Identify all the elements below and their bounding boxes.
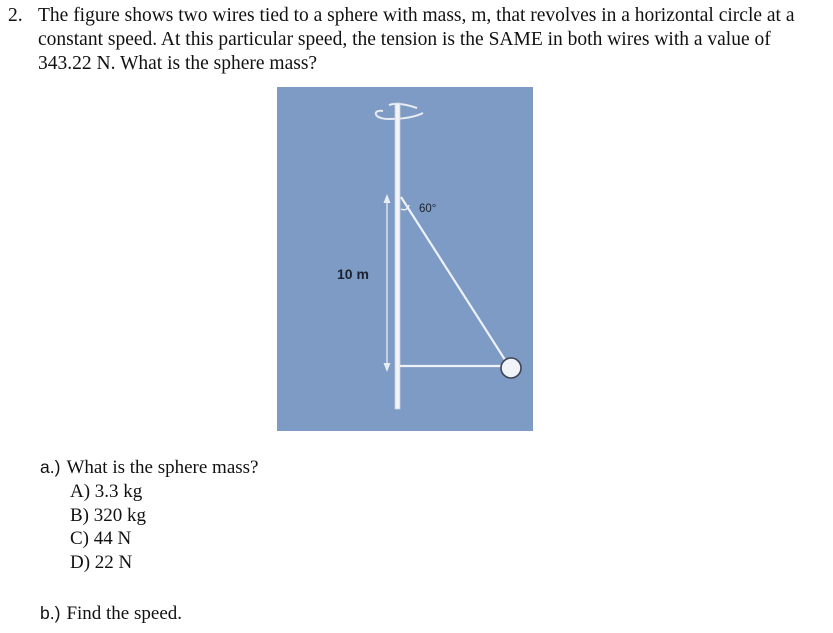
upper-wire xyxy=(401,197,509,366)
question-text: The figure shows two wires tied to a sphere with mass, m, that revolves in a horizontal circle at a constant speed. At this particular speed, the tension is the SAME in both wires with a value of 343.22 N. What is the sphere mass? xyxy=(38,5,795,74)
part-a-label: a.) xyxy=(40,457,61,477)
part-b xyxy=(40,602,182,625)
question-number: 2. xyxy=(8,5,23,26)
part-a-prompt-row xyxy=(40,456,259,479)
part-a xyxy=(40,456,259,574)
option-b: B) 320 kg xyxy=(70,504,146,526)
physics-figure xyxy=(277,87,533,431)
length-label: 10 m xyxy=(337,266,369,282)
dimension-arrow-top-icon xyxy=(384,194,391,203)
part-b-prompt: Find the speed. xyxy=(66,603,183,624)
option-c: C) 44 N xyxy=(70,528,132,549)
figure-drawing xyxy=(277,87,533,431)
sphere xyxy=(501,358,521,378)
option-d: D) 22 N xyxy=(70,551,133,573)
angle-label: 60° xyxy=(419,203,437,215)
rotation-arrow-back xyxy=(389,104,417,108)
vertical-pole xyxy=(395,103,400,409)
option-a: A) 3.3 kg xyxy=(70,481,143,502)
part-a-prompt: What is the sphere mass? xyxy=(66,457,259,478)
answer-options xyxy=(70,480,259,574)
part-b-label: b.) xyxy=(40,603,61,623)
dimension-arrow-bottom-icon xyxy=(384,363,391,372)
